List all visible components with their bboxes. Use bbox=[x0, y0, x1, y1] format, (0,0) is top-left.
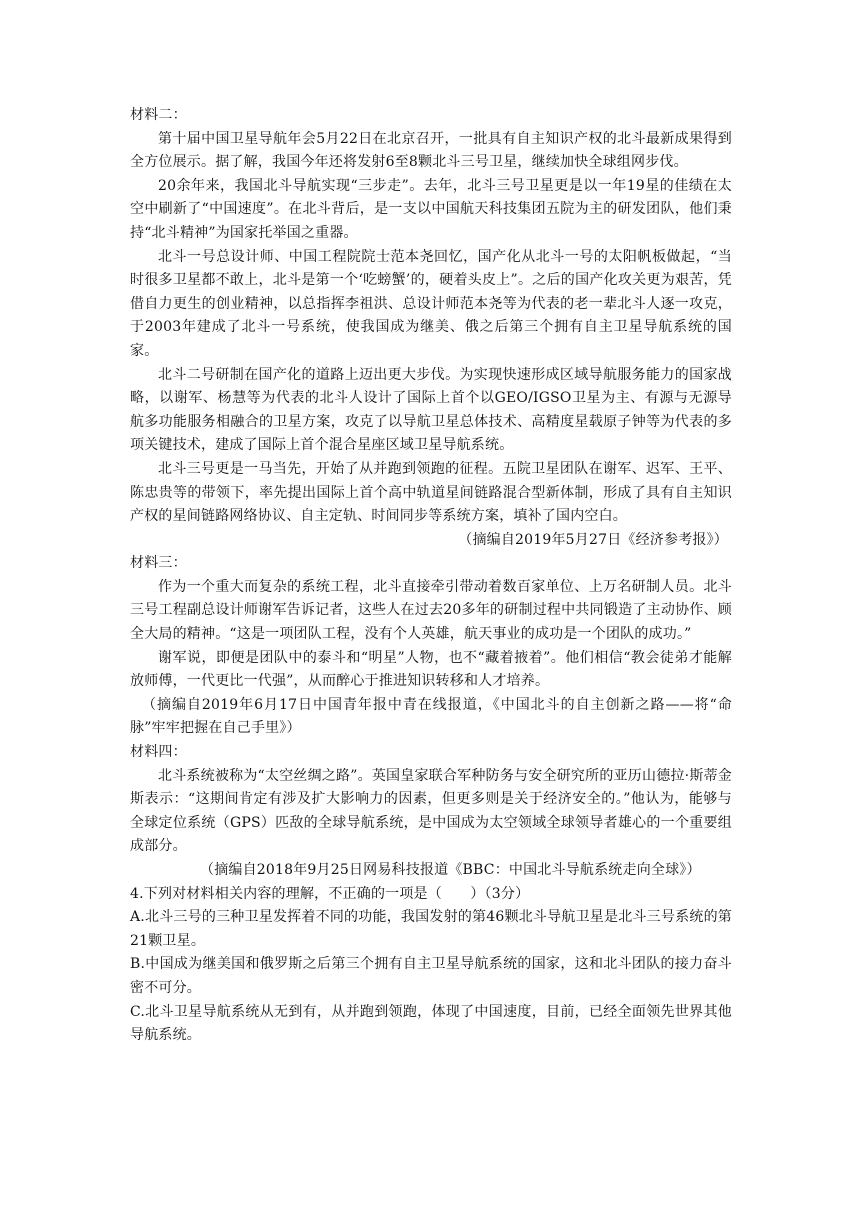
material-two-paragraph-5: 北斗三号更是一马当先，开始了从并跑到领跑的征程。五院卫星团队在谢军、迟军、王平、陈忠贵等的带领下，率先提出国际上首个高中轨道星间链路混合型新体制，形成了具有自主知识产权的星间链路网络协议、自主定轨、时间同步等系统方案，填补了国内空白。 bbox=[130, 460, 732, 525]
material-four-paragraph-1: 北斗系统被称为“太空丝绸之路”。英国皇家联合军种防务与安全研究所的亚历山德拉·斯蒂金斯表示：“这期间肯定有涉及扩大影响力的因素，但更多则是关于经济安全的。”他认为，能够与全球定位系统（GPS）匹敌的全球导航系统，是中国成为太空领域全球领导者雄心的一个重要组成部分。 bbox=[130, 767, 732, 855]
material-three-heading: 材料三： bbox=[130, 555, 187, 572]
material-three-section bbox=[130, 552, 732, 741]
material-two-paragraph-1: 第十届中国卫星导航年会5月22日在北京召开，一批具有自主知识产权的北斗最新成果得到全方位展示。据了解，我国今年还将发射6至8颗北斗三号卫星，继续加快全球组网步伐。 bbox=[130, 130, 732, 171]
material-four-heading: 材料四： bbox=[130, 744, 187, 761]
option-c: C.北斗卫星导航系统从无到有，从并跑到领跑，体现了中国速度，目前，已经全面领先世界其他导航系统。 bbox=[130, 1003, 732, 1044]
document-page bbox=[130, 104, 732, 1048]
question-stem: 4.下列对材料相关内容的理解，不正确的一项是（ ）（3分） bbox=[130, 885, 530, 902]
option-a: A.北斗三号的三种卫星发挥着不同的功能，我国发射的第46颗北斗导航卫星是北斗三号系统的第21颗卫星。 bbox=[130, 909, 732, 949]
material-four-section bbox=[130, 741, 732, 883]
material-two-paragraph-3: 北斗一号总设计师、中国工程院院士范本尧回忆，国产化从北斗一号的太阳帆板做起，“当时很多卫星都不敢上，北斗是第一个‘吃螃蟹’的，硬着头皮上”。之后的国产化攻关更为艰苦，凭借自力更生的创业精神，以总指挥李祖洪、总设计师范本尧等为代表的老一辈北斗人逐一攻克，于2003年建成了北斗一号系统，使我国成为继美、俄之后第三个拥有自主卫星导航系统的国家。 bbox=[130, 248, 732, 359]
question-four bbox=[130, 883, 732, 1048]
option-b: B.中国成为继美国和俄罗斯之后第三个拥有自主卫星导航系统的国家，这和北斗团队的接力奋斗密不可分。 bbox=[130, 956, 732, 996]
material-two-heading: 材料二： bbox=[130, 107, 187, 123]
material-two-section bbox=[130, 104, 732, 552]
material-three-paragraph-1: 作为一个重大而复杂的系统工程，北斗直接牵引带动着数百家单位、上万名研制人员。北斗三号工程副总设计师谢军告诉记者，这些人在过去20多年的研制过程中共同锻造了主动协作、顾全大局的精神。“这是一项团队工程，没有个人英雄，航天事业的成功是一个团队的成功。” bbox=[130, 578, 732, 643]
material-two-paragraph-4: 北斗二号研制在国产化的道路上迈出更大步伐。为实现快速形成区域导航服务能力的国家战略，以谢军、杨慧等为代表的北斗人设计了国际上首个以GEO/IGSO卫星为主、有源与无源导航多功能服务相融合的卫星方案，攻克了以导航卫星总体技术、高精度星载原子钟等为代表的多项关键技术，建成了国际上首个混合星座区域卫星导航系统。 bbox=[130, 366, 732, 454]
material-two-paragraph-2: 20余年来，我国北斗导航实现“三步走”。去年，北斗三号卫星更是以一年19星的佳绩在太空中刷新了“中国速度”。在北斗背后，是一支以中国航天科技集团五院为主的研发团队，他们秉持“北斗精神”为国家托举国之重器。 bbox=[130, 177, 732, 241]
material-two-source: （摘编自2019年5月27日《经济参考报》） bbox=[458, 531, 728, 548]
material-four-source: （摘编自2018年9月25日网易科技报道《BBC：中国北斗导航系统走向全球》） bbox=[200, 862, 701, 878]
material-three-source: （摘编自2019年6月17日中国青年报中青在线报道，《中国北斗的自主创新之路——将“命脉”牢牢把握在自己手里》） bbox=[130, 696, 732, 737]
material-three-paragraph-2: 谢军说，即便是团队中的泰斗和“明星”人物，也不“藏着掖着”。他们相信“教会徒弟才能解放师傅，一代更比一代强”，从而醉心于推进知识转移和人才培养。 bbox=[130, 649, 732, 690]
